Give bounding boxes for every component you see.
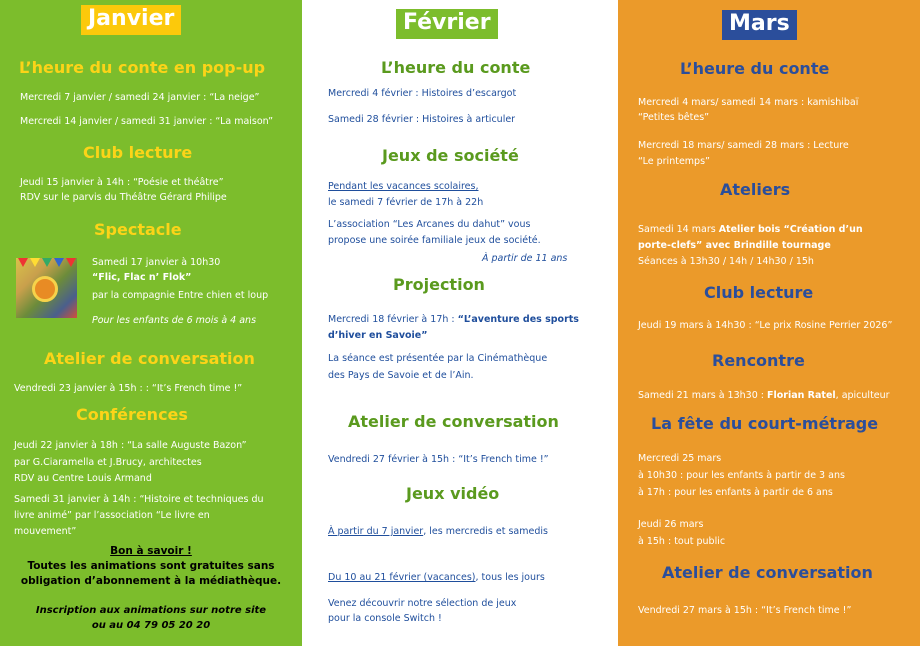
conference-line: par G.Ciaramella et J.Brucy, architectes <box>14 457 202 468</box>
fete-line: Jeudi 26 mars <box>638 519 704 530</box>
jeux-video-days: , les mercredis et samedis <box>423 526 548 537</box>
ateliers-date: Samedi 14 mars <box>638 224 719 235</box>
jeux-video-link[interactable]: À partir du 7 janvier <box>328 526 424 537</box>
conference-line: livre animé” par l’association “Le livre en <box>14 510 210 521</box>
club-lecture-place: RDV sur le parvis du Théâtre Gérard Philipe <box>20 192 227 203</box>
jeux-vacances-link[interactable]: Pendant les vacances scolaires, <box>328 181 479 192</box>
heading-atelier-conversation: Atelier de conversation <box>44 349 255 368</box>
spectacle-photo <box>16 258 77 318</box>
jeux-video-line <box>328 524 548 539</box>
heading-conte-popup: L’heure du conte en pop-up <box>19 58 266 77</box>
month-title-february: Février <box>396 9 498 39</box>
spectacle-title: “Flic, Flac n’ Flok” <box>92 272 192 283</box>
jeux-video-description: Venez découvrir notre sélection de jeux <box>328 598 517 609</box>
conte-item: “Petites bêtes” <box>638 112 710 123</box>
rencontre-guest: Florian Ratel <box>766 390 836 401</box>
atelier-line: Vendredi 23 janvier à 15h : : “It’s French time !” <box>14 383 243 394</box>
month-title-march: Mars <box>722 10 797 40</box>
atelier-line: Vendredi 27 mars à 15h : “It’s French time !” <box>638 605 852 616</box>
heading-atelier-conversation: Atelier de conversation <box>662 563 873 582</box>
inscription-phone: ou au 04 79 05 20 20 <box>91 620 211 631</box>
jeux-video-description: pour la console Switch ! <box>328 613 442 624</box>
month-title-january: Janvier <box>81 5 181 35</box>
heading-projection: Projection <box>393 275 485 294</box>
projection-line <box>328 312 579 327</box>
conte-item: Mercredi 7 janvier / samedi 24 janvier : “La neige” <box>20 92 260 103</box>
conte-item: Mercredi 18 mars/ samedi 28 mars : Lecture <box>638 140 849 151</box>
january-column <box>0 0 302 646</box>
heading-atelier-conversation: Atelier de conversation <box>348 412 559 431</box>
projection-description: La séance est présentée par la Cinémathèque <box>328 353 548 364</box>
rencontre-role: , apiculteur <box>835 390 890 401</box>
spectacle-date: Samedi 17 janvier à 10h30 <box>92 257 221 268</box>
heading-jeux-societe: Jeux de société <box>382 146 519 165</box>
fete-line: Mercredi 25 mars <box>638 453 722 464</box>
ateliers-line <box>638 222 863 237</box>
february-column <box>302 0 618 646</box>
atelier-line: Vendredi 27 février à 15h : “It’s French time !” <box>328 454 549 465</box>
conference-line: Jeudi 22 janvier à 18h : “La salle Auguste Bazon” <box>14 440 247 451</box>
rencontre-line <box>638 388 890 403</box>
heading-conte: L’heure du conte <box>381 58 531 77</box>
projection-title: “L’aventure des sports <box>457 314 579 325</box>
conference-line: Samedi 31 janvier à 14h : “Histoire et techniques du <box>14 494 264 505</box>
jeux-video-line <box>328 570 545 585</box>
inscription-box <box>0 603 302 633</box>
jeux-description: propose une soirée familiale jeux de société. <box>328 235 541 246</box>
heading-fete-court-metrage: La fête du court-métrage <box>651 414 879 433</box>
ateliers-sessions: Séances à 13h30 / 14h / 14h30 / 15h <box>638 256 814 267</box>
inscription-line: Inscription aux animations sur notre site <box>35 605 267 616</box>
fete-line: à 10h30 : pour les enfants à partir de 3 ans <box>638 470 845 481</box>
heading-club-lecture: Club lecture <box>704 283 814 302</box>
ateliers-title-cont: porte-clefs” avec Brindille tournage <box>638 240 831 251</box>
spectacle-company: par la compagnie Entre chien et loup <box>92 290 269 301</box>
jeux-video-vacances-link[interactable]: Du 10 au 21 février (vacances) <box>328 572 476 583</box>
fete-line: à 15h : tout public <box>638 536 726 547</box>
fete-line: à 17h : pour les enfants à partir de 6 ans <box>638 487 833 498</box>
club-lecture-line: Jeudi 15 janvier à 14h : “Poésie et théâtre” <box>20 177 224 188</box>
rencontre-date: Samedi 21 mars à 13h30 : <box>638 390 767 401</box>
ateliers-title: Atelier bois “Création d’un <box>718 224 863 235</box>
march-column <box>618 0 920 646</box>
heading-rencontre: Rencontre <box>712 351 805 370</box>
conte-item: “Le printemps” <box>638 156 710 167</box>
conference-line: mouvement” <box>14 526 77 537</box>
conference-line: RDV au Centre Louis Armand <box>14 473 152 484</box>
info-box <box>0 544 302 589</box>
heading-jeux-video: Jeux vidéo <box>406 484 500 503</box>
jeux-age: À partir de 11 ans <box>482 253 568 264</box>
projection-date: Mercredi 18 février à 17h : <box>328 314 458 325</box>
conte-item: Mercredi 4 mars/ samedi 14 mars : kamishibaï <box>638 97 859 108</box>
conte-item: Mercredi 14 janvier / samedi 31 janvier : “La maison” <box>20 116 274 127</box>
info-title: Bon à savoir ! <box>110 545 192 557</box>
conte-item: Samedi 28 février : Histoires à articuler <box>328 114 516 125</box>
club-lecture-line: Jeudi 19 mars à 14h30 : “Le prix Rosine Perrier 2026” <box>638 320 893 331</box>
heading-spectacle: Spectacle <box>94 220 182 239</box>
jeux-video-days: , tous les jours <box>475 572 545 583</box>
info-line: Toutes les animations sont gratuites sans <box>27 560 275 572</box>
projection-description: des Pays de Savoie et de l’Ain. <box>328 370 474 381</box>
info-line: obligation d’abonnement à la médiathèque. <box>20 575 282 587</box>
spectacle-audience: Pour les enfants de 6 mois à 4 ans <box>92 315 257 326</box>
heading-ateliers: Ateliers <box>720 180 791 199</box>
heading-club-lecture: Club lecture <box>83 143 193 162</box>
jeux-date: le samedi 7 février de 17h à 22h <box>328 197 484 208</box>
heading-conte: L’heure du conte <box>680 59 830 78</box>
projection-title-cont: d’hiver en Savoie” <box>328 330 428 341</box>
heading-conferences: Conférences <box>76 405 188 424</box>
jeux-description: L’association “Les Arcanes du dahut” vous <box>328 219 531 230</box>
conte-item: Mercredi 4 février : Histoires d’escargot <box>328 88 517 99</box>
